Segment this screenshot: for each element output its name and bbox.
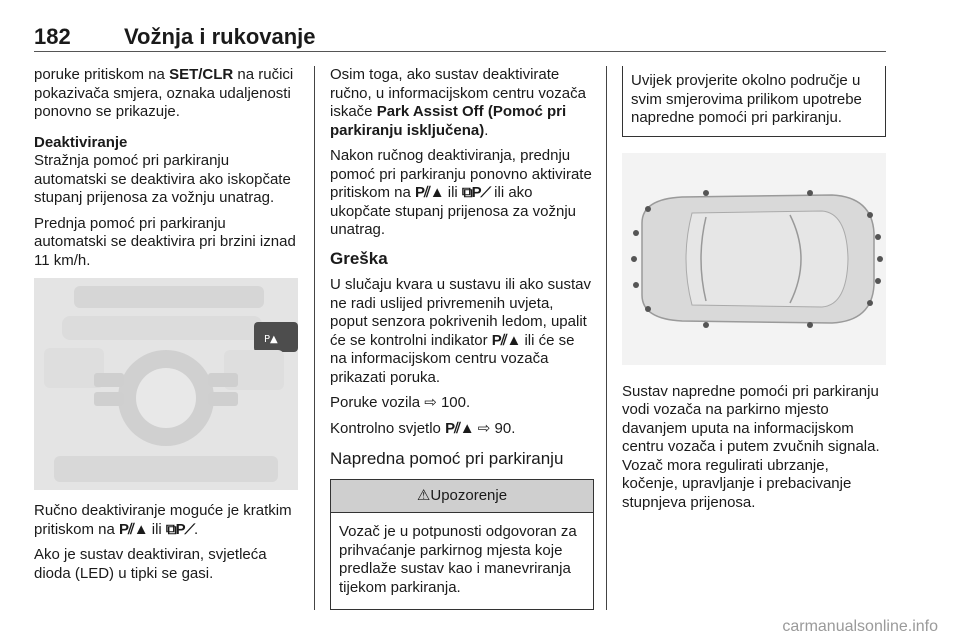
park-assist-icon: P⫽▲ xyxy=(491,331,521,349)
paragraph: Stražnja pomoć pri parkiranju automatski se deaktivira ako iskopčate stupanj prijenosa za vožnju unatrag. xyxy=(34,152,291,206)
page-number: 182 xyxy=(34,24,71,49)
warning-header xyxy=(331,480,593,514)
console-buttons-image xyxy=(34,278,298,490)
center-console-illustration xyxy=(34,278,298,490)
park-assist-icon: P⫽▲ xyxy=(415,184,444,201)
section-heading-fault: Greška xyxy=(330,248,388,268)
warning-text: Vozač je u potpunosti odgovoran za prihvaćanje parkirnog mjesta koje predlaže sustav kao i manevriranja tijekom parkiranja. xyxy=(339,523,577,596)
section-heading-deactivation: Deaktiviranje xyxy=(34,133,128,151)
column-divider xyxy=(606,66,607,610)
notice-box: Uvijek provjerite okolno područje u svim smjerovima prilikom upotrebe napredne pomoći pri parkiranju. xyxy=(622,66,886,137)
park-assist-icon: P⫽▲ xyxy=(445,419,474,437)
paragraph: U slučaju kvara u sustavu ili ako sustav ne radi uslijed privremenih uvjeta, poput senzora pokrivenih ledom, upalit će se kontrolni indikator P⫽▲ ili će se na informacijskom centru vozača prikazati poruka. xyxy=(330,276,591,386)
paragraph: Poruke vozila ⇨ 100. xyxy=(330,394,471,411)
car-sensors-image xyxy=(622,153,886,365)
watermark: carmanualsonline.info xyxy=(782,618,938,635)
column-divider xyxy=(314,66,315,610)
park-assist-icon: P⫽▲ xyxy=(119,520,148,538)
page-title: Vožnja i rukovanje xyxy=(124,24,316,49)
column-1 xyxy=(34,66,300,590)
page-header xyxy=(34,22,886,54)
advanced-park-assist-icon: ⧉P⟋ xyxy=(461,184,490,201)
paragraph: Sustav napredne pomoći pri parkiranju vodi vozača na parkirno mjesto davanjem uputa na informacijskom centru vozača i putem zvučnih signala. Vozač mora regulirati ubrzanje, kočenje, upravljanje i prebacivanje stupnjeva prijenosa. xyxy=(622,382,880,511)
car-top-view-illustration xyxy=(622,153,886,365)
column-3 xyxy=(622,66,886,519)
paragraph: Ručno deaktiviranje moguće je kratkim pritiskom na P⫽▲ ili ⧉P⟋. xyxy=(34,502,292,538)
paragraph: Kontrolno svjetlo P⫽▲ ⇨ 90. xyxy=(330,419,516,437)
warning-icon: ⚠ xyxy=(416,486,431,504)
svg-text:P▲: P▲ xyxy=(264,334,278,345)
warning-title: Upozorenje xyxy=(430,486,508,504)
warning-box xyxy=(330,479,594,611)
advanced-park-assist-icon: ⧉P⟋ xyxy=(165,520,194,538)
paragraph: Nakon ručnog deaktiviranja, prednju pomoć pri parkiranju ponovno aktivirate pritiskom na P⫽▲ ili ⧉P⟋ ili ako ukopčate stupanj prijenosa za vožnju unatrag. xyxy=(330,147,592,238)
section-heading-advanced: Napredna pomoć pri parkiranju xyxy=(330,449,564,468)
paragraph: Ako je sustav deaktiviran, svjetleća dioda (LED) u tipki se gasi. xyxy=(34,546,267,582)
paragraph: Prednja pomoć pri parkiranju automatski se deaktivira pri brzini iznad 11 km/h. xyxy=(34,214,296,269)
paragraph: Osim toga, ako sustav deaktivirate ručno, u informacijskom centru vozača iskače Park Assist Off (Pomoć pri parkiranju isključena). xyxy=(330,66,586,139)
column-2 xyxy=(330,66,594,610)
paragraph: poruke pritiskom na SET/CLR na ručici pokazivača smjera, oznaka udaljenosti ponovno se prikazuje. xyxy=(34,66,294,120)
header-divider xyxy=(34,51,886,52)
